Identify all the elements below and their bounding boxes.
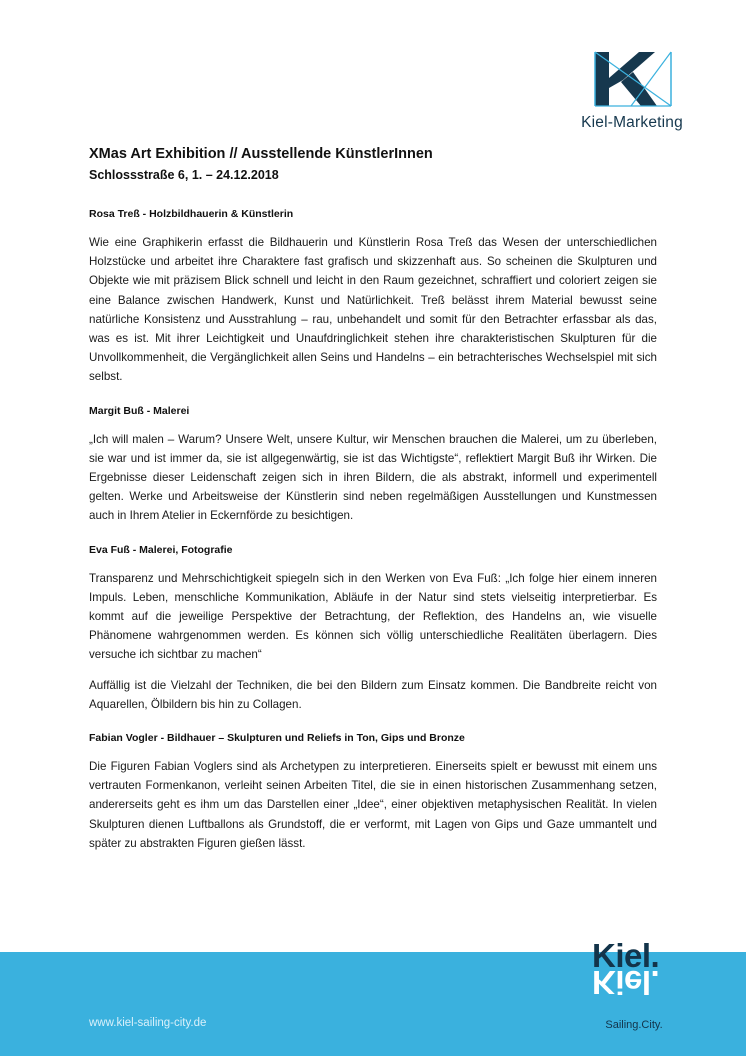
kiel-wordmark: Kiel. — [592, 937, 660, 974]
sailing-city-tagline: Sailing.City. — [605, 1019, 663, 1031]
artist-section-eva-fuss — [89, 543, 657, 714]
footer-website-link[interactable]: www.kiel-sailing-city.de — [89, 1017, 207, 1029]
section-paragraph: Wie eine Graphikerin erfasst die Bildhauerin und Künstlerin Rosa Treß das Wesen der unterschiedlichen Holzstücke und arbeitet ihre Charaktere fast grafisch und skizzenhaft aus. So scheinen die Skulpturen und Objekte wie mit präzisem Blick schnell und leicht in den Raum gezeichnet, schraffiert und coloriert zeigen sie eine Balance zwischen Handwerk, Kunst und Natürlichkeit. Treß belässt ihrem Material bewusst seine natürliche Konsistenz und Ausstrahlung – rau, unbehandelt und somit für den Betrachter erfassbar als das, was es ist. Mit ihrer Leichtigkeit und Unaufdringlichkeit stehen ihre charakteristischen Skulpturen für die Unvollkommenheit, die Vergänglichkeit allen Seins und Handelns – ein betrachterisches Wechselspiel mit sich selbst. — [89, 236, 657, 384]
section-heading: Eva Fuß - Malerei, Fotografie — [89, 543, 233, 556]
kiel-sailing-city-logo — [589, 939, 679, 1035]
document-title: XMas Art Exhibition // Ausstellende KünstlerInnen — [89, 146, 433, 162]
artist-section-margit-buss — [89, 404, 657, 526]
kiel-marketing-wordmark: Kiel-Marketing — [581, 114, 683, 131]
document-body — [89, 144, 657, 853]
kiel-wordmark-reflection: Kiel. — [592, 964, 660, 1001]
kiel-k-logo-icon — [591, 48, 675, 110]
section-paragraph: Die Figuren Fabian Voglers sind als Archetypen zu interpretieren. Einerseits spielt er bewusst mit einem uns vertrauten Formenkanon, verleiht seinen Arbeiten Titel, die sie in einen historischen Zusammenhang setzen, andererseits geht es ihm um das Darstellen einer „Idee“, einer objektiven metaphysischen Realität. In vielen Skulpturen dienen Luftballons als Grundstoff, die er verformt, mit Lagen von Gips und Gaze ummantelt und später zu abstrakten Figuren gießen lässt. — [89, 760, 657, 850]
section-paragraph: Transparenz und Mehrschichtigkeit spiegeln sich in den Werken von Eva Fuß: „Ich folge hier einem inneren Impuls. Leben, menschliche Kommunikation, Abläufe in der Natur sind stets vielseitig interpretierbar. Es kommt auf die jeweilige Perspektive der Betrachtung, der Reflektion, des Handelns an, wie visuelle Phänomene wahrgenommen werden. Es können sich völlig unterschiedliche Realitäten überlagern. Dies versuche ich sichtbar zu machen“ — [89, 571, 657, 662]
section-paragraph: Auffällig ist die Vielzahl der Techniken, die bei den Bildern zum Einsatz kommen. Die Bandbreite reicht von Aquarellen, Ölbildern bis hin zu Collagen. — [89, 678, 657, 711]
document-subtitle: Schlossstraße 6, 1. – 24.12.2018 — [89, 168, 279, 182]
kiel-marketing-logo — [552, 40, 712, 140]
section-heading: Fabian Vogler - Bildhauer – Skulpturen und Reliefs in Ton, Gips und Bronze — [89, 732, 465, 745]
artist-section-rosa-tress — [89, 207, 657, 387]
section-heading: Margit Buß - Malerei — [89, 404, 190, 417]
artist-section-fabian-vogler — [89, 731, 657, 853]
section-paragraph: „Ich will malen – Warum? Unsere Welt, unsere Kultur, wir Menschen brauchen die Malerei, um zu überleben, sie war und ist immer da, sie ist allgegenwärtig, sie ist das Wichtigste“, reflektiert Margit Buß ihr Wirken. Die Ergebnisse dieser Leidenschaft zeigen sich in ihren Bildern, die als abstrakt, informell und experimentell gelten. Werke und Arbeitsweise der Künstlerin sind neben regelmäßigen Ausstellungen und Kunstmessen auch in Ihrem Atelier in Eckernförde zu besichtigen. — [89, 432, 657, 523]
section-heading: Rosa Treß - Holzbildhauerin & Künstlerin — [89, 208, 294, 220]
